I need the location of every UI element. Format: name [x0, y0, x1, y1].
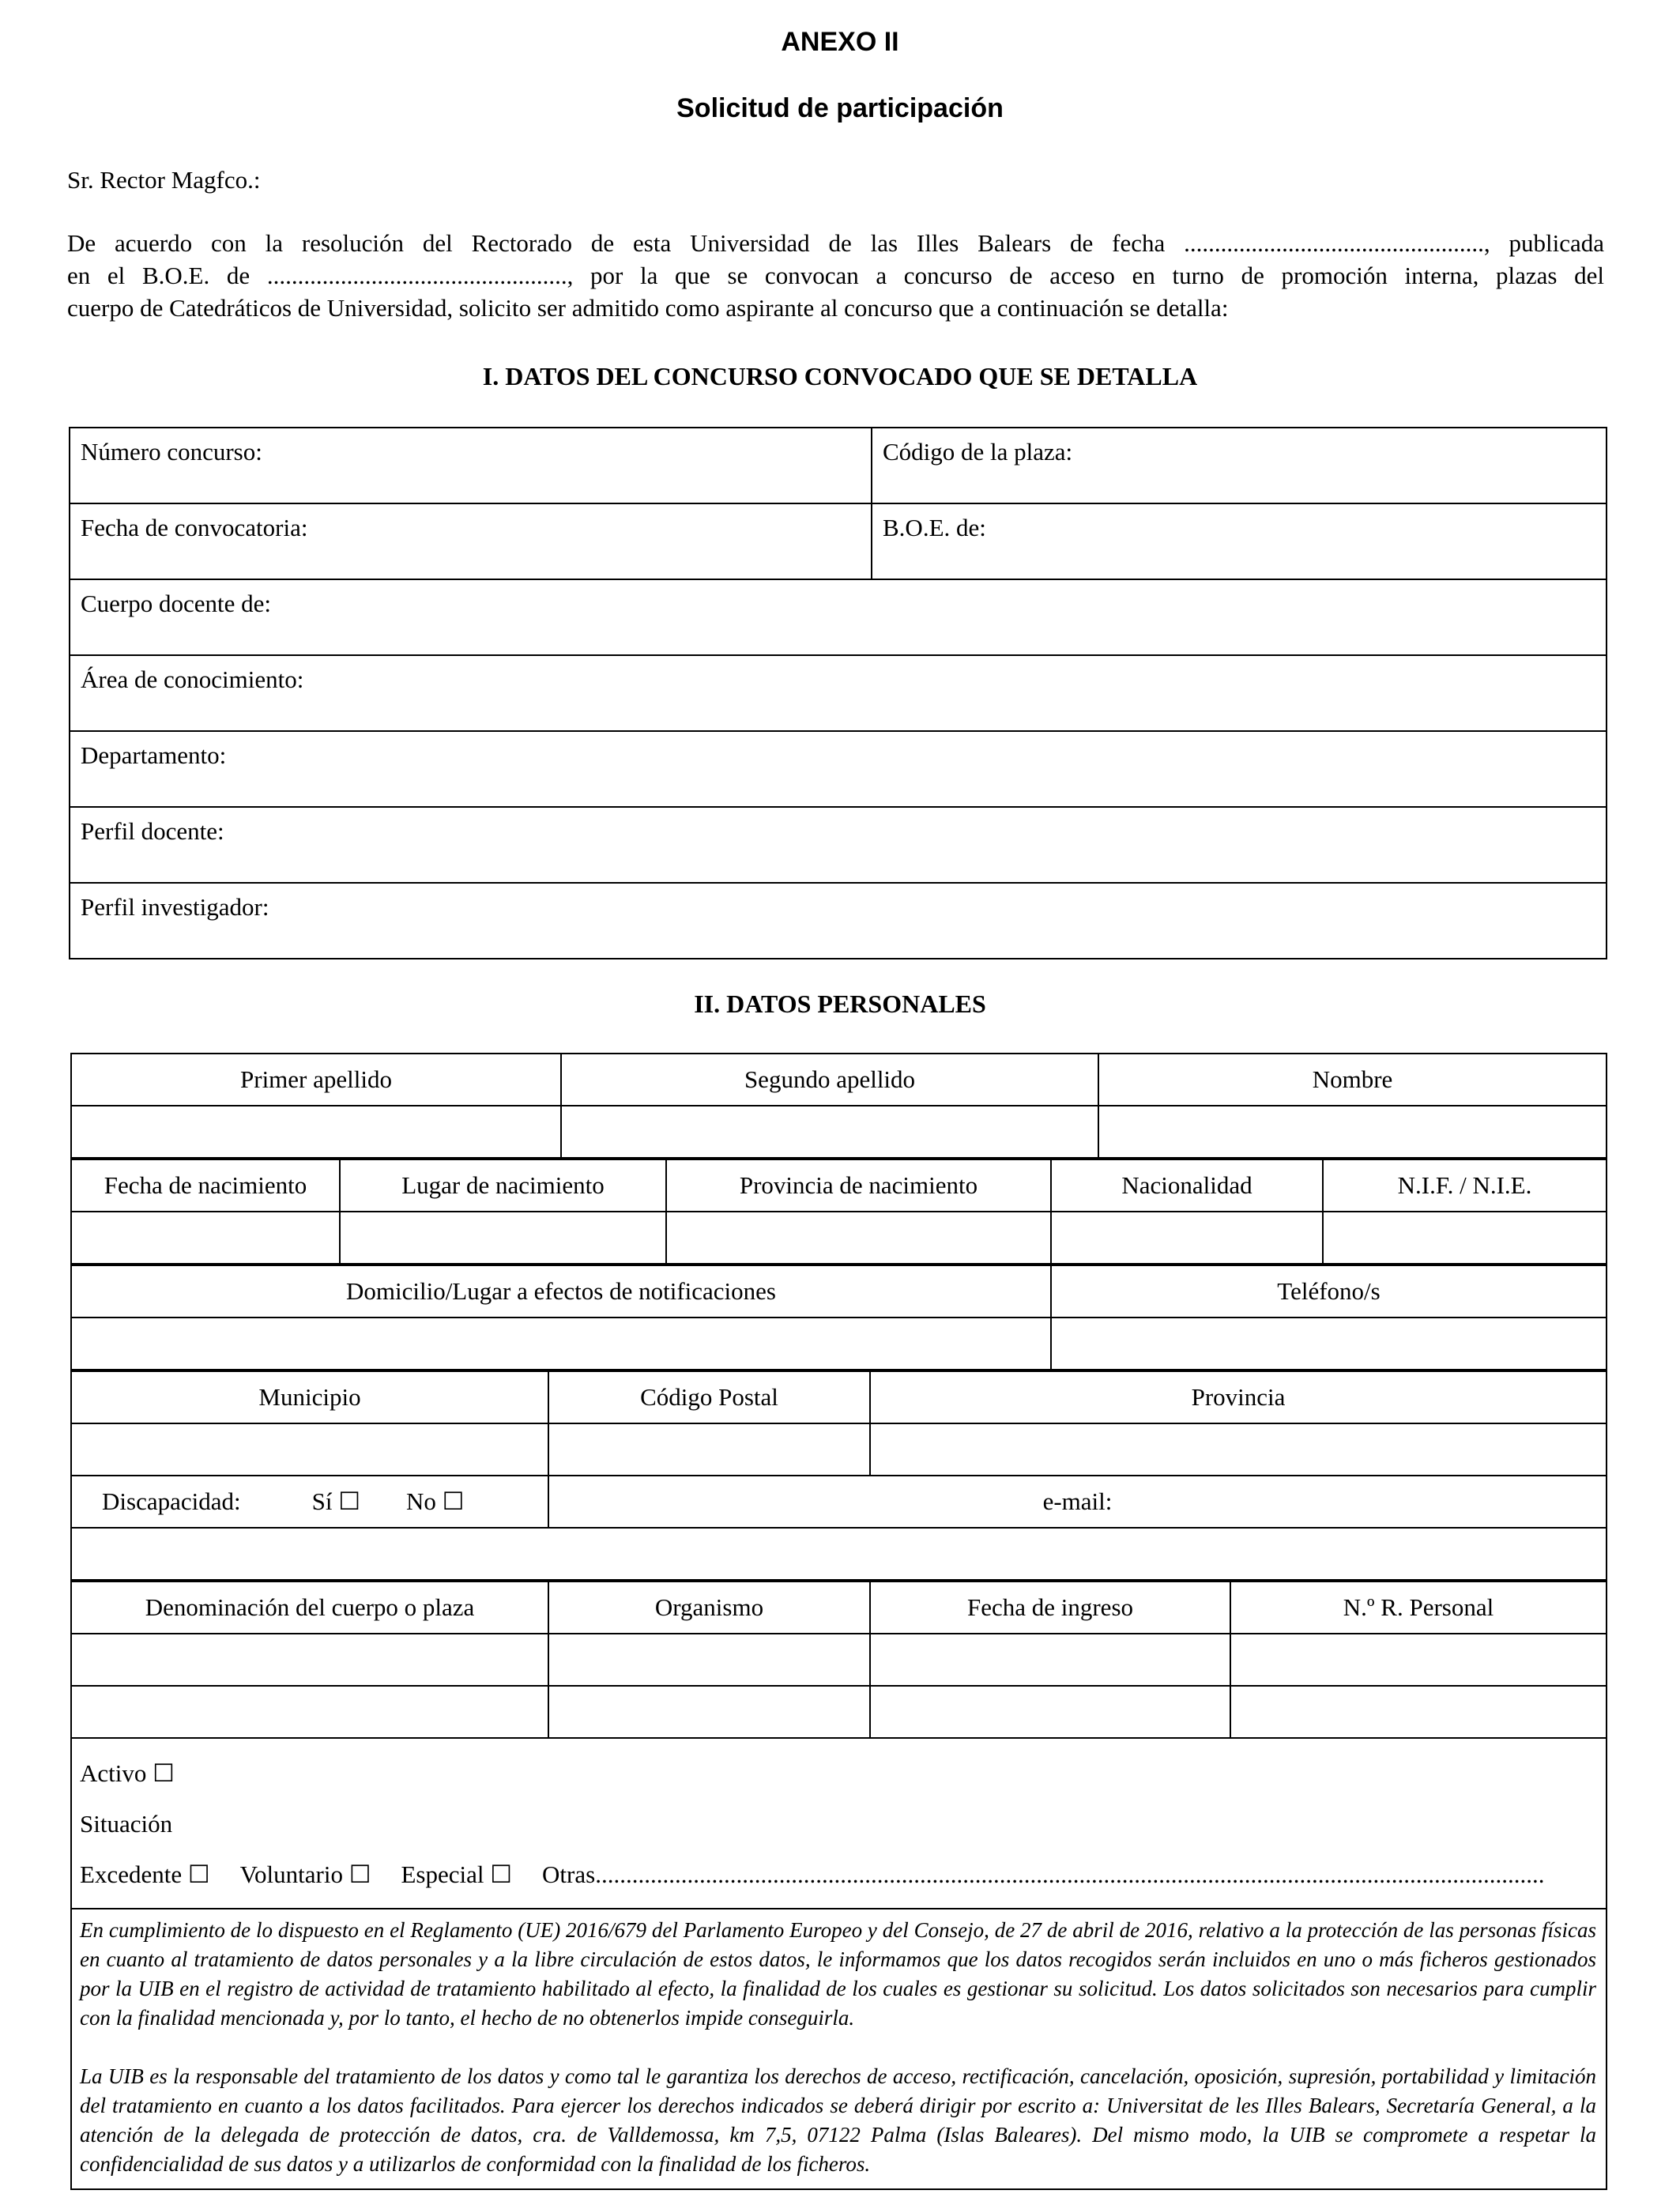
- section1-title: I. DATOS DEL CONCURSO CONVOCADO QUE SE DETALLA: [482, 362, 1198, 390]
- label-primer-apellido: Primer apellido: [71, 1054, 561, 1106]
- discapacidad-field: [71, 1476, 548, 1528]
- situacion-block: [71, 1738, 1607, 1909]
- label-municipio: Municipio: [71, 1371, 548, 1423]
- input-nro-personal-2[interactable]: [1230, 1686, 1607, 1738]
- field-departamento[interactable]: Departamento:: [70, 731, 1607, 807]
- field-area-conocimiento[interactable]: Área de conocimiento:: [70, 655, 1607, 731]
- label-organismo: Organismo: [548, 1581, 870, 1634]
- field-otras[interactable]: Otras...........................................................................................................................................................: [542, 1860, 1545, 1888]
- intro-line-2: en el B.O.E. de ................................................., por la que se convocan a concurso de acceso en turno de promoción interna, plazas del: [67, 262, 1604, 289]
- input-denominacion-1[interactable]: [71, 1634, 548, 1686]
- label-provincia-nacimiento: Provincia de nacimiento: [666, 1159, 1051, 1212]
- annex-title: ANEXO II: [781, 27, 899, 57]
- input-fecha-ingreso-1[interactable]: [870, 1634, 1230, 1686]
- checkbox-especial[interactable]: Especial ☐: [401, 1860, 513, 1888]
- input-lugar-nacimiento[interactable]: [340, 1212, 666, 1264]
- input-fecha-ingreso-2[interactable]: [870, 1686, 1230, 1738]
- input-provincia[interactable]: [870, 1423, 1607, 1476]
- input-organismo-2[interactable]: [548, 1686, 870, 1738]
- input-nif-nie[interactable]: [1323, 1212, 1607, 1264]
- field-numero-concurso[interactable]: Número concurso:: [70, 428, 872, 503]
- input-segundo-apellido[interactable]: [561, 1106, 1098, 1158]
- label-lugar-nacimiento: Lugar de nacimiento: [340, 1159, 666, 1212]
- input-codigo-postal[interactable]: [548, 1423, 870, 1476]
- checkbox-activo[interactable]: Activo ☐: [80, 1759, 175, 1787]
- input-nro-personal-1[interactable]: [1230, 1634, 1607, 1686]
- input-domicilio[interactable]: [71, 1318, 1051, 1370]
- label-nro-personal: N.º R. Personal: [1230, 1581, 1607, 1634]
- field-cuerpo-docente[interactable]: Cuerpo docente de:: [70, 579, 1607, 655]
- label-codigo-postal: Código Postal: [548, 1371, 870, 1423]
- field-fecha-convocatoria[interactable]: Fecha de convocatoria:: [70, 503, 872, 579]
- field-perfil-investigador[interactable]: Perfil investigador:: [70, 883, 1607, 959]
- input-telefono[interactable]: [1051, 1318, 1607, 1370]
- label-domicilio: Domicilio/Lugar a efectos de notificaciones: [71, 1265, 1051, 1318]
- input-primer-apellido[interactable]: [71, 1106, 561, 1158]
- input-organismo-1[interactable]: [548, 1634, 870, 1686]
- checkbox-discapacidad-no[interactable]: No ☐: [406, 1487, 465, 1515]
- label-nacionalidad: Nacionalidad: [1051, 1159, 1323, 1212]
- label-provincia: Provincia: [870, 1371, 1607, 1423]
- label-denominacion: Denominación del cuerpo o plaza: [71, 1581, 548, 1634]
- label-discapacidad: Discapacidad:: [102, 1487, 241, 1515]
- label-fecha-nacimiento: Fecha de nacimiento: [71, 1159, 340, 1212]
- field-perfil-docente[interactable]: Perfil docente:: [70, 807, 1607, 883]
- label-telefono: Teléfono/s: [1051, 1265, 1607, 1318]
- input-email[interactable]: [71, 1528, 1607, 1580]
- field-codigo-plaza[interactable]: Código de la plaza:: [872, 428, 1607, 503]
- input-nombre[interactable]: [1098, 1106, 1607, 1158]
- label-situacion: Situación: [80, 1810, 173, 1838]
- label-fecha-ingreso: Fecha de ingreso: [870, 1581, 1230, 1634]
- personal-data-table: [70, 1053, 1606, 2190]
- input-denominacion-2[interactable]: [71, 1686, 548, 1738]
- intro-paragraph: [67, 227, 1604, 324]
- label-segundo-apellido: Segundo apellido: [561, 1054, 1098, 1106]
- label-nif-nie: N.I.F. / N.I.E.: [1323, 1159, 1607, 1212]
- input-municipio[interactable]: [71, 1423, 548, 1476]
- intro-line-3: cuerpo de Catedráticos de Universidad, solicito ser admitido como aspirante al concurso que a continuación se detalla:: [67, 294, 1229, 322]
- contest-data-table: [69, 427, 1607, 959]
- input-provincia-nacimiento[interactable]: [666, 1212, 1051, 1264]
- checkbox-voluntario[interactable]: Voluntario ☐: [239, 1860, 371, 1888]
- privacy-paragraph-2: La UIB es la responsable del tratamiento de los datos y como tal le garantiza los derechos de acceso, rectificación, cancelación, oposición, supresión, portabilidad y limitación del tratamiento en cuanto a los datos facilitados. Para ejercer los derechos indicados se deberá dirigir por escrito a: Universitat de les Illes Balears, Secretaría General, a la atención de la delegada de protección de datos, cra. de Valldemossa, km 7,5, 07122 Palma (Islas Baleares). Del mismo modo, la UIB se compromete a respetar la confidencialidad de sus datos y a utilizarlos de conformidad con la finalidad de los ficheros.: [80, 2064, 1596, 2176]
- privacy-paragraph-1: En cumplimiento de lo dispuesto en el Reglamento (UE) 2016/679 del Parlamento Europeo y del Consejo, de 27 de abril de 2016, relativo a la protección de las personas físicas en cuanto al tratamiento de datos personales y a la libre circulación de estos datos, le informamos que los datos recogidos serán incluidos en uno o más ficheros gestionados por la UIB en el registro de actividad de tratamiento habilitado al efecto, la finalidad de los cuales es gestionar su solicitud. Los datos solicitados son necesarios para cumplir con la finalidad mencionada y, por lo tanto, el hecho de no obtenerlos impide conseguirla.: [80, 1918, 1596, 2030]
- input-fecha-nacimiento[interactable]: [71, 1212, 340, 1264]
- checkbox-excedente[interactable]: Excedente ☐: [80, 1860, 210, 1888]
- label-nombre: Nombre: [1098, 1054, 1607, 1106]
- salutation: Sr. Rector Magfco.:: [67, 166, 261, 194]
- document-title: Solicitud de participación: [676, 93, 1004, 123]
- label-email: e-mail:: [548, 1476, 1607, 1528]
- checkbox-discapacidad-si[interactable]: Sí ☐: [311, 1487, 360, 1515]
- input-nacionalidad[interactable]: [1051, 1212, 1323, 1264]
- section2-title: II. DATOS PERSONALES: [694, 990, 986, 1018]
- field-boe-de[interactable]: B.O.E. de:: [872, 503, 1607, 579]
- intro-line-1: De acuerdo con la resolución del Rectorado de esta Universidad de las Illes Balears de fecha ................................................., publicada: [67, 229, 1604, 257]
- privacy-notice: [71, 1909, 1607, 2189]
